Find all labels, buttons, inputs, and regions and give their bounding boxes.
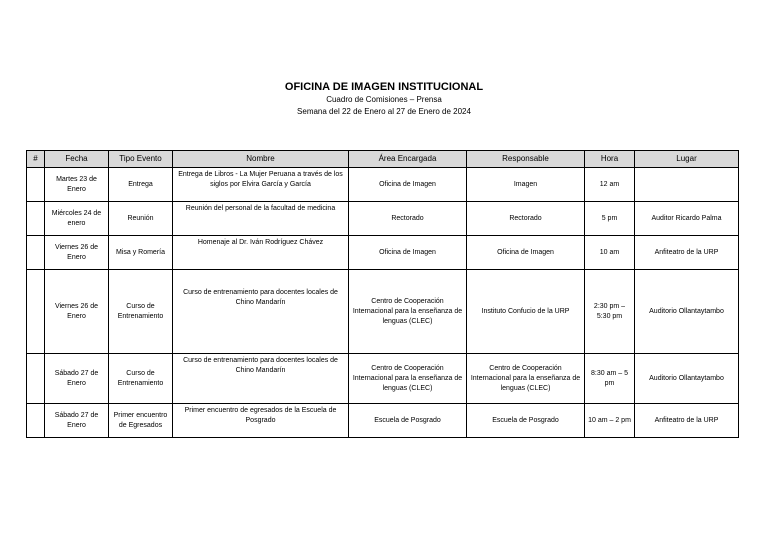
cell-num [27,354,45,404]
table-header-row [27,151,739,168]
cell-num [27,202,45,236]
cell-nombre: Entrega de Libros - La Mujer Peruana a través de los siglos por Elvira García y García [173,168,349,202]
cell-lugar: Auditorio Ollantaytambo [635,354,739,404]
table-row [27,354,739,404]
document-title: OFICINA DE IMAGEN INSTITUCIONAL [284,81,484,93]
cell-responsable: Instituto Confucio de la URP [467,270,585,354]
commissions-table [26,150,739,438]
cell-fecha: Miércoles 24 de enero [45,202,109,236]
cell-nombre: Primer encuentro de egresados de la Escuela de Posgrado [173,404,349,438]
cell-tipo: Entrega [109,168,173,202]
header-nombre: Nombre [173,151,349,168]
cell-hora: 8:30 am – 5 pm [585,354,635,404]
cell-tipo: Primer encuentro de Egresados [109,404,173,438]
table-row [27,202,739,236]
table-row [27,236,739,270]
document-subtitle: Cuadro de Comisiones – Prensa [326,95,442,104]
cell-responsable: Imagen [467,168,585,202]
cell-lugar [635,168,739,202]
cell-fecha: Martes 23 de Enero [45,168,109,202]
cell-hora: 10 am [585,236,635,270]
cell-tipo: Curso de Entrenamiento [109,354,173,404]
cell-area: Oficina de Imagen [349,168,467,202]
cell-responsable: Centro de Cooperación Internacional para la enseñanza de lenguas (CLEC) [467,354,585,404]
cell-nombre: Curso de entrenamiento para docentes locales de Chino Mandarín [173,354,349,404]
cell-fecha: Sábado 27 de Enero [45,354,109,404]
header-hora: Hora [585,151,635,168]
cell-hora: 5 pm [585,202,635,236]
cell-responsable: Oficina de Imagen [467,236,585,270]
cell-fecha: Sábado 27 de Enero [45,404,109,438]
header-lugar: Lugar [635,151,739,168]
cell-lugar: Anfiteatro de la URP [635,236,739,270]
cell-hora: 12 am [585,168,635,202]
cell-fecha: Viernes 26 de Enero [45,270,109,354]
header-fecha: Fecha [45,151,109,168]
cell-lugar: Anfiteatro de la URP [635,404,739,438]
table-row [27,270,739,354]
header-tipo-evento: Tipo Evento [109,151,173,168]
header-num: # [27,151,45,168]
cell-num [27,404,45,438]
cell-num [27,270,45,354]
document-header [0,80,768,118]
cell-responsable: Escuela de Posgrado [467,404,585,438]
cell-area: Rectorado [349,202,467,236]
cell-tipo: Reunión [109,202,173,236]
cell-nombre: Curso de entrenamiento para docentes locales de Chino Mandarín [173,270,349,354]
table-row [27,404,739,438]
cell-num [27,168,45,202]
cell-area: Centro de Cooperación Internacional para la enseñanza de lenguas (CLEC) [349,270,467,354]
cell-hora: 2:30 pm – 5:30 pm [585,270,635,354]
header-responsable: Responsable [467,151,585,168]
table-row [27,168,739,202]
cell-num [27,236,45,270]
cell-responsable: Rectorado [467,202,585,236]
cell-tipo: Curso de Entrenamiento [109,270,173,354]
cell-area: Escuela de Posgrado [349,404,467,438]
cell-lugar: Auditor Ricardo Palma [635,202,739,236]
cell-lugar: Auditorio Ollantaytambo [635,270,739,354]
cell-hora: 10 am – 2 pm [585,404,635,438]
cell-nombre: Reunión del personal de la facultad de medicina [173,202,349,236]
cell-area: Centro de Cooperación Internacional para la enseñanza de lenguas (CLEC) [349,354,467,404]
header-area-encargada: Área Encargada [349,151,467,168]
document-week: Semana del 22 de Enero al 27 de Enero de 2024 [297,107,471,116]
cell-area: Oficina de Imagen [349,236,467,270]
cell-fecha: Viernes 26 de Enero [45,236,109,270]
cell-tipo: Misa y Romería [109,236,173,270]
cell-nombre: Homenaje al Dr. Iván Rodríguez Chávez [173,236,349,270]
